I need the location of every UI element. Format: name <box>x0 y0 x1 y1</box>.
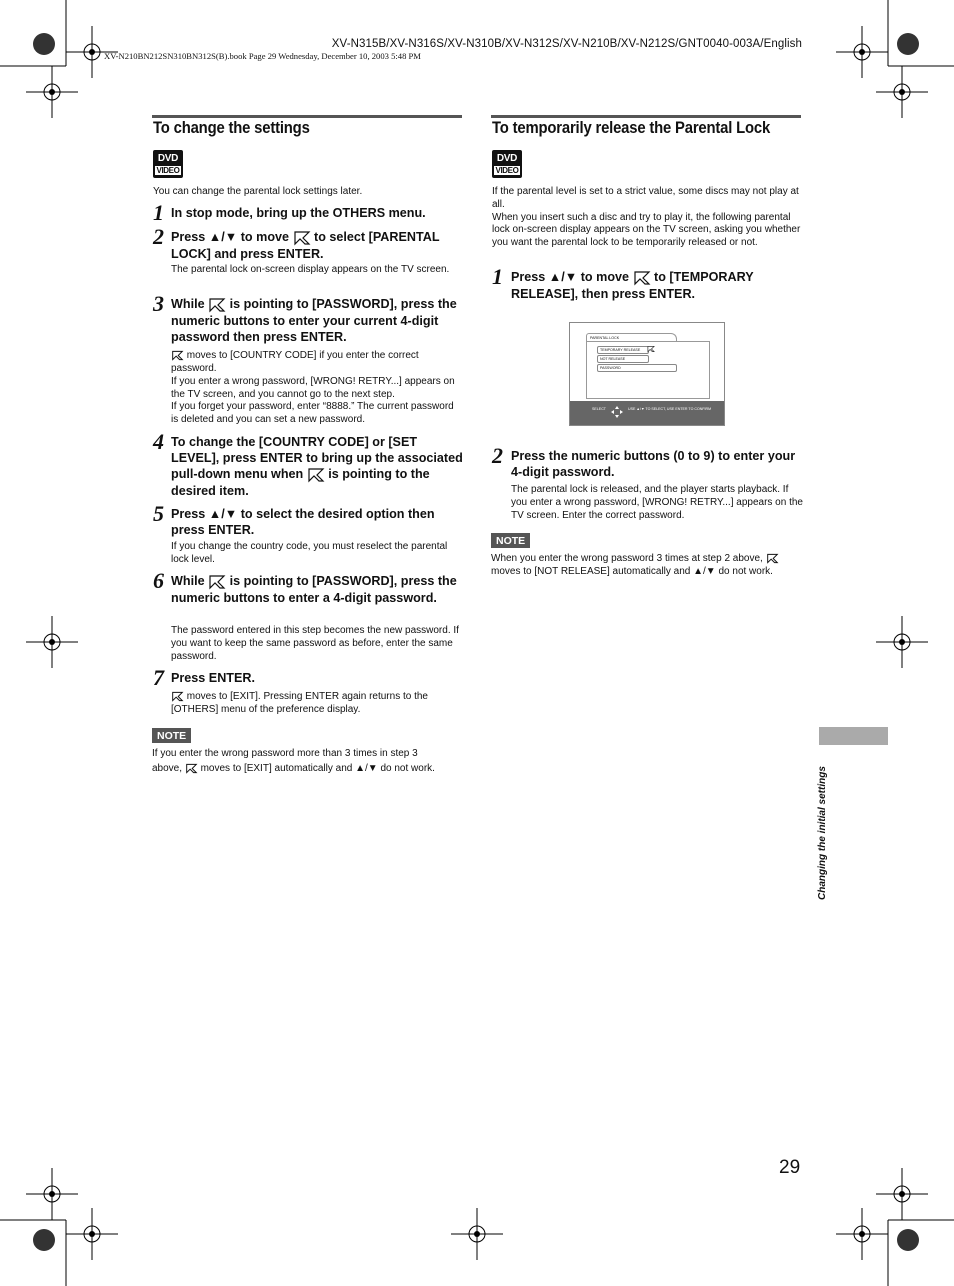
screen-panel <box>586 341 710 399</box>
right-step-1-number: 1 <box>492 264 503 289</box>
note-text: When you enter the wrong password 3 times at step 2 above, <box>491 553 763 565</box>
screen-tab-label: PARENTAL LOCK <box>586 333 677 342</box>
left-step-7-text: Press ENTER. <box>171 671 255 685</box>
right-intro: If the parental level is set to a strict value, some discs may not play at all. When you insert such a disc and try to play it, the following parental lock on-screen display appears on the TV screen, asking you whether you want the parental lock to be temporarily released or not. <box>492 186 801 249</box>
right-step-1-text <box>511 269 801 302</box>
note-text: moves to [NOT RELEASE] automatically and ▲/▼ do not work. <box>491 565 773 577</box>
screen-item-temporary-release[interactable]: TEMPORARY RELEASE <box>597 346 649 354</box>
right-step-2-text: Press the numeric buttons (0 to 9) to enter your 4-digit password. <box>511 449 796 480</box>
screen-footer-select: SELECT <box>592 407 606 411</box>
right-section-title: To temporarily release the Parental Lock <box>492 119 771 137</box>
pointer-icon <box>171 350 184 361</box>
pointer-icon <box>171 691 184 702</box>
step-text-part: is pointing to [PASSWORD], press the numeric buttons to enter your current 4-digit password then press ENTER. <box>171 297 457 344</box>
left-step-4-number: 4 <box>153 429 164 454</box>
pointer-icon <box>208 297 226 313</box>
right-step-2-number: 2 <box>492 443 503 468</box>
pointer-icon <box>766 553 779 564</box>
left-section-title: To change the settings <box>153 119 310 137</box>
right-note-text <box>491 553 803 579</box>
pointer-icon <box>293 230 311 246</box>
left-step-1-number: 1 <box>153 200 164 225</box>
step-text-part: Press ▲/▼ to move <box>171 230 290 244</box>
dvd-label: DVD <box>157 152 179 164</box>
left-step-5-number: 5 <box>153 501 164 526</box>
left-step-5-text: Press ▲/▼ to select the desired option then press ENTER. <box>171 507 435 538</box>
pointer-icon <box>633 270 651 286</box>
pointer-icon <box>307 467 325 483</box>
left-step-1-text: In stop mode, bring up the OTHERS menu. <box>171 206 426 220</box>
right-step-2-detail: The parental lock is released, and the player starts playback. If you enter a wrong password, [WRONG! RETRY...] appears on the TV screen. Enter the correct password. <box>511 484 803 521</box>
screen-footer-hint: USE ▲/▼ TO SELECT, USE ENTER TO CONFIRM <box>628 407 712 411</box>
screen-item-password[interactable]: PASSWORD <box>597 364 677 372</box>
video-label: VIDEO <box>495 165 519 175</box>
left-step-2-number: 2 <box>153 224 164 249</box>
left-step-3-text <box>171 296 463 345</box>
note-text: If you enter the wrong password more than 3 times in step 3 <box>152 748 418 759</box>
left-step-7-detail <box>171 691 463 717</box>
left-step-7-number: 7 <box>153 665 164 690</box>
step-text-part: is pointing to the desired item. <box>171 467 430 499</box>
left-step-2-text <box>171 229 463 262</box>
detail-text: If you forget your password, enter “8888.” The current password is deleted and you can set a new password. <box>171 401 454 426</box>
left-step-6-number: 6 <box>153 568 164 593</box>
left-step-6-text <box>171 573 463 606</box>
left-step-3-detail <box>171 350 463 427</box>
right-section-rule <box>491 115 801 118</box>
step-text-part: is pointing to [PASSWORD], press the numeric buttons to enter a 4-digit password. <box>171 574 457 605</box>
pointer-icon <box>185 763 198 774</box>
detail-text: If you enter a wrong password, [WRONG! RETRY...] appears on the TV screen, and you cannot go to the next step. <box>171 375 455 400</box>
direction-pad-icon <box>610 405 624 419</box>
screen-footer <box>570 401 724 425</box>
left-step-6-detail: The password entered in this step becomes the new password. If you want to keep the same password as before, enter the same password. <box>171 625 459 662</box>
dvd-video-icon <box>153 150 183 178</box>
step-text-part: To change the [COUNTRY CODE] or [SET LEVEL], press ENTER to bring up the associated pull-down menu when <box>171 435 463 482</box>
step-text-part: While <box>171 297 205 311</box>
left-step-2-detail: The parental lock on-screen display appears on the TV screen. <box>171 264 450 275</box>
file-info-line: XV-N210BN212SN310BN312S(B).book Page 29 Wednesday, December 10, 2003 5:48 PM <box>104 51 421 61</box>
step-text-part: While <box>171 574 205 588</box>
note-text: above, <box>152 763 183 774</box>
note-text: moves to [EXIT] automatically and ▲/▼ do not work. <box>200 763 435 774</box>
chapter-label: Changing the initial settings <box>817 766 828 900</box>
left-note-badge: NOTE <box>152 728 191 743</box>
video-label: VIDEO <box>156 165 180 175</box>
model-header: XV-N315B/XV-N316S/XV-N310B/XV-N312S/XV-N210B/XV-N212S/GNT0040-003A/English <box>331 38 802 50</box>
dvd-label: DVD <box>496 152 518 164</box>
left-section-rule <box>152 115 462 118</box>
pointer-icon <box>208 574 226 590</box>
detail-text: moves to [EXIT]. Pressing ENTER again returns to the [OTHERS] menu of the preference display. <box>171 691 428 715</box>
left-note-text <box>152 746 462 776</box>
step-text-part: to select [PARENTAL LOCK] and press ENTER. <box>171 230 440 261</box>
parental-lock-screen <box>569 322 725 426</box>
left-step-5-detail: If you change the country code, you must reselect the parental lock level. <box>171 541 448 565</box>
left-intro: You can change the parental lock settings later. <box>153 186 363 197</box>
chapter-tab <box>819 727 888 745</box>
screen-item-not-release[interactable]: NOT RELEASE <box>597 355 649 363</box>
page-number: 29 <box>779 1157 801 1178</box>
left-step-4-text <box>171 434 463 499</box>
right-note-badge: NOTE <box>491 533 530 548</box>
pointer-icon <box>647 345 655 353</box>
dvd-video-icon <box>492 150 522 178</box>
step-text-part: Press ▲/▼ to move <box>511 270 630 284</box>
detail-text: moves to [COUNTRY CODE] if you enter the correct password. <box>171 350 419 374</box>
left-step-3-number: 3 <box>153 291 164 316</box>
step-text-part: to [TEMPORARY RELEASE], then press ENTER. <box>511 270 754 301</box>
